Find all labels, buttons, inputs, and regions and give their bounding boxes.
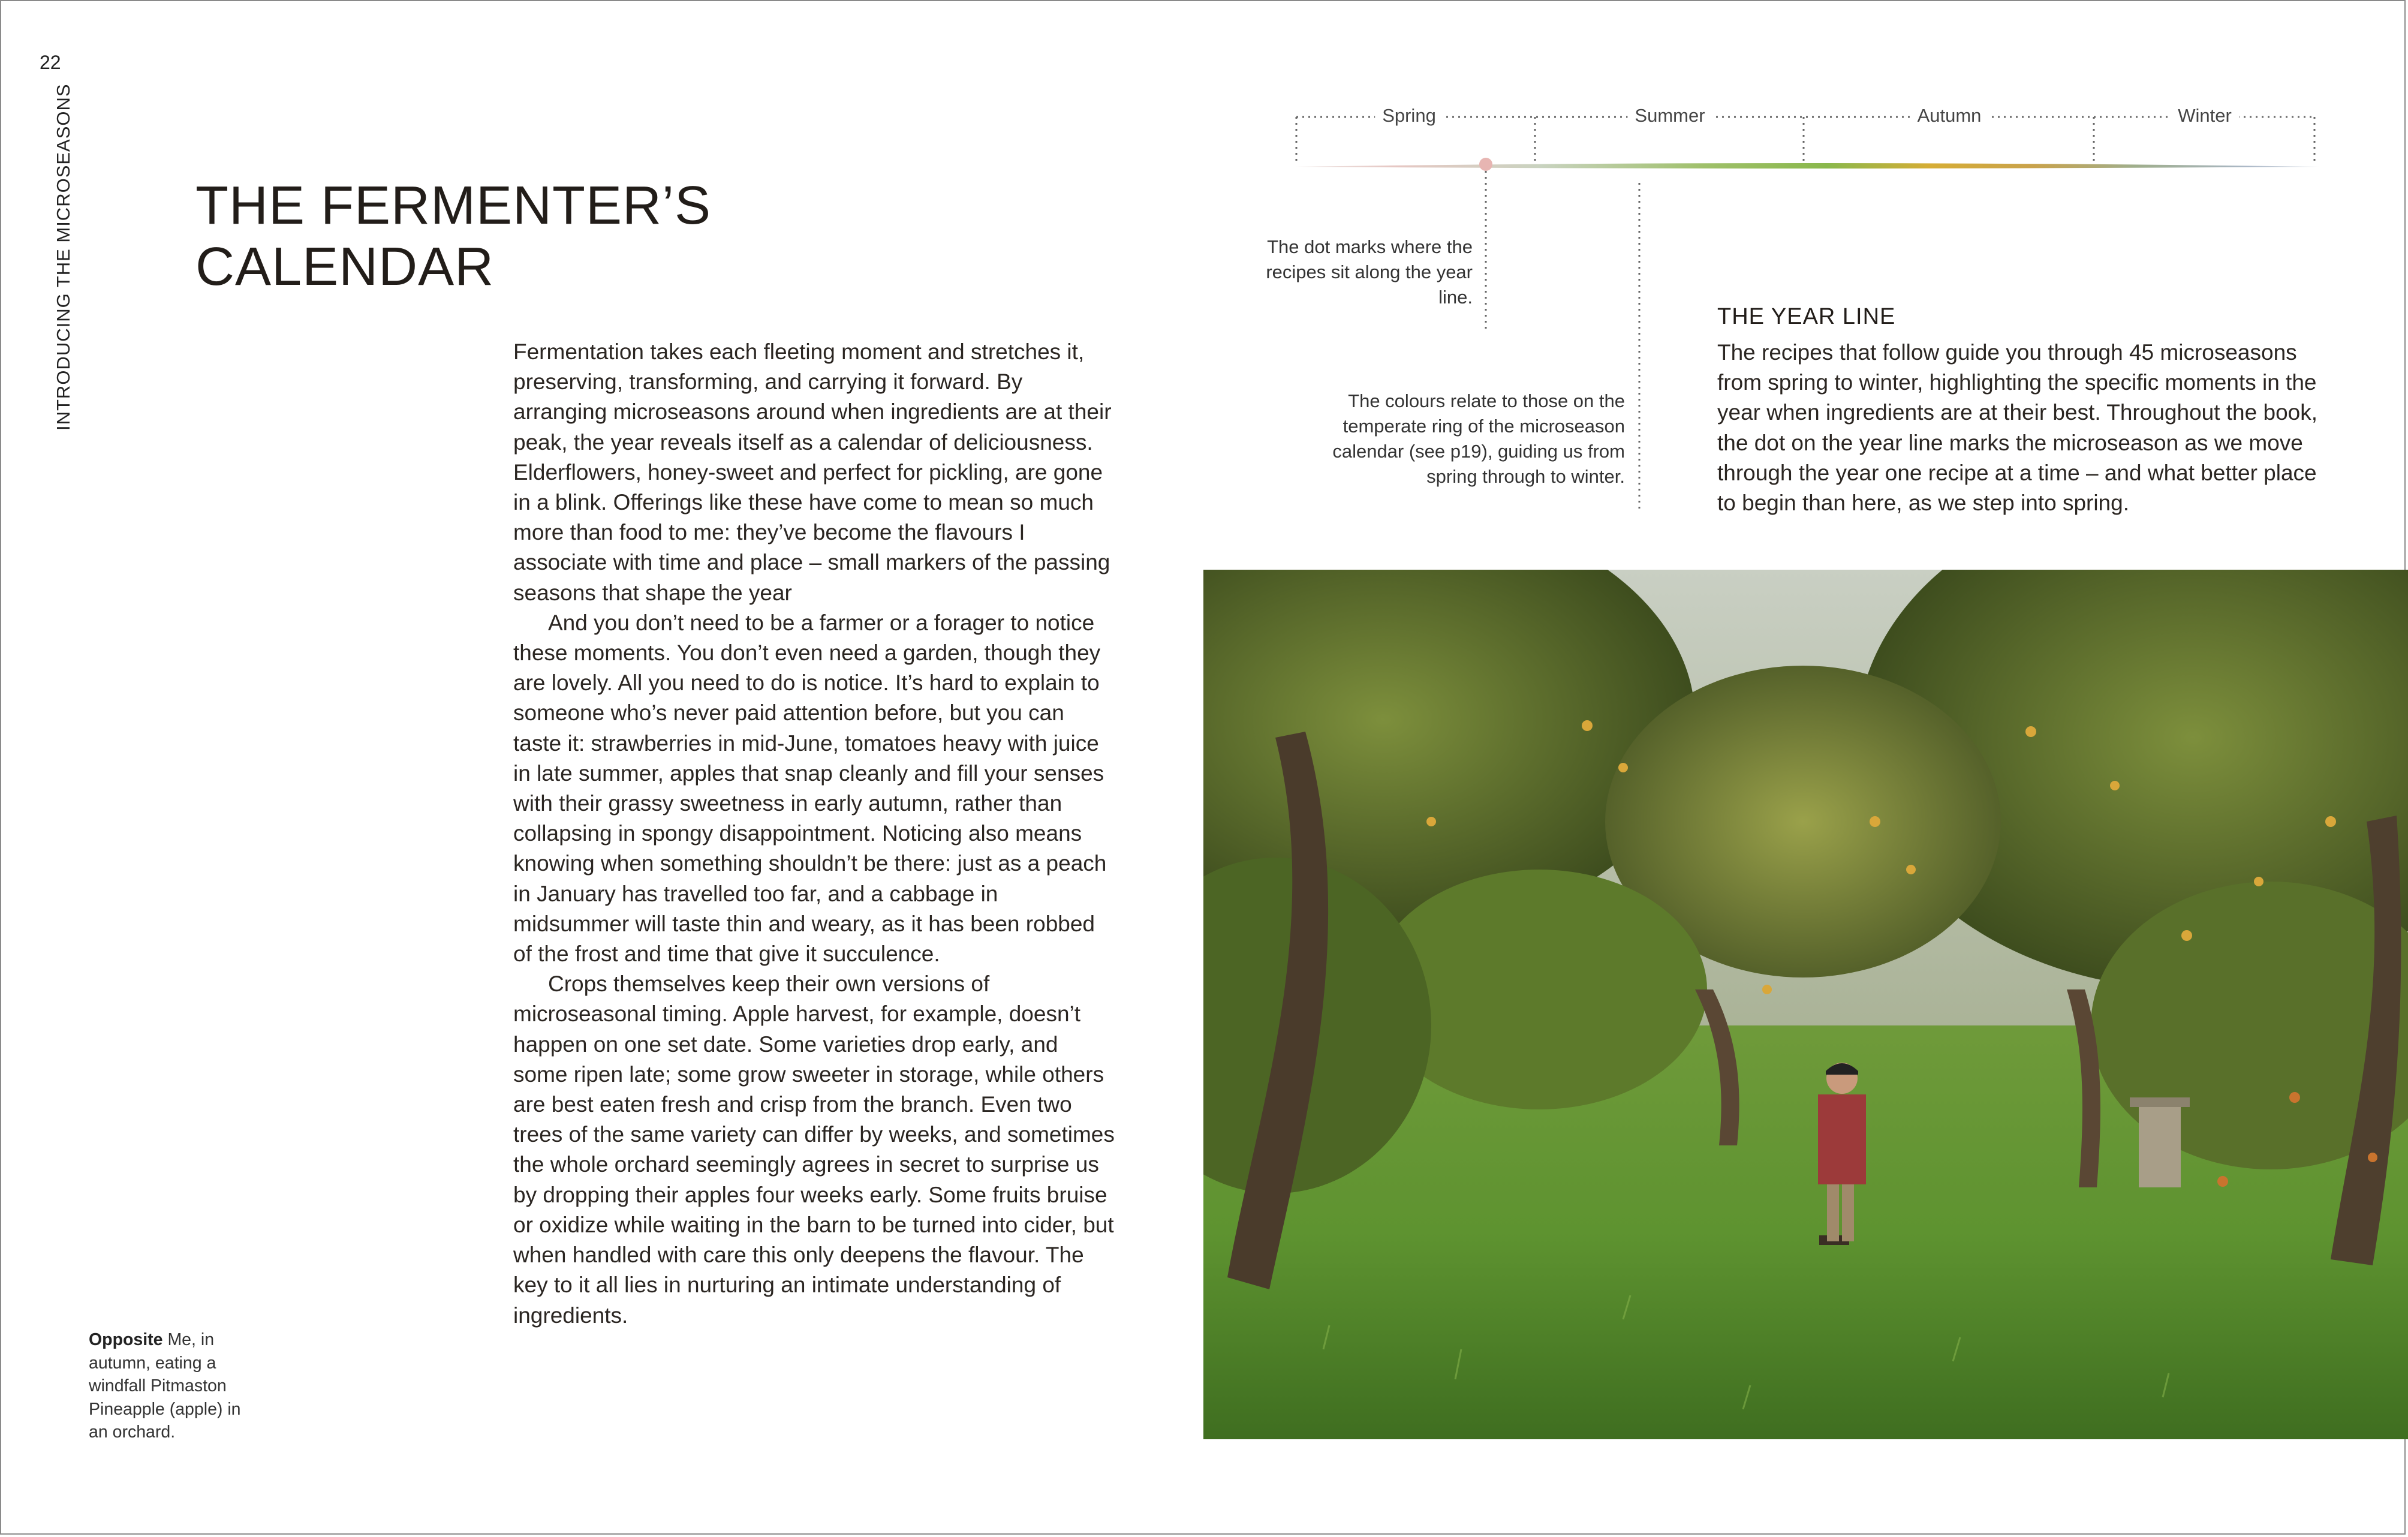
year-line-text: The recipes that follow guide you through 45 microseasons from spring to winter, highlighting the specific moments in the year when ingredients are at their best. Throughout the book, the dot on the year line marks the microseason as we move through the year one recipe at a time – and what better place to begin than here, as we step into spring. (1717, 340, 2318, 516)
caption-lead: Opposite (89, 1330, 163, 1349)
season-label-autumn: Autumn (1910, 105, 1989, 127)
running-head: INTRODUCING THE MICROSEASONS (53, 83, 74, 431)
page-number: 22 (40, 52, 61, 73)
orchard-photo (1203, 570, 2408, 1439)
year-line-gradient (1295, 163, 2319, 169)
photo-caption (89, 1328, 257, 1444)
annotation-dot: The dot marks where the recipes sit along the year line. (1266, 236, 1473, 308)
body-paragraph-1: Fermentation takes each fleeting moment and stretches it, preserving, transforming, and carrying it forward. By arranging microseasons around when ingredients are at their peak, the year reveals itself as a calendar of deliciousness. Elderflowers, honey-sweet and perfect for pickling, are gone in a blink. Offerings like these have come to mean so much more than food to me: they’ve become the flavours I associate with time and place – small markers of the passing seasons that shape the year (513, 339, 1112, 605)
season-label-winter: Winter (2171, 105, 2239, 127)
body-paragraph-3: Crops themselves keep their own versions of microseasonal timing. Apple harvest, for example, doesn’t happen on one set date. Some varieties drop early, and some ripen late; some grow sweeter in storage, while others are best eaten fresh and crisp from the branch. Even two trees of the same variety can differ by weeks, and sometimes the whole orchard seemingly agrees in secret to surprise us by dropping their apples four weeks early. Some fruits bruise or oxidize while waiting in the barn to be turned into cider, but when handled with care this only deepens the flavour. The key to it all lies in nurturing an intimate understanding of ingredients. (513, 971, 1115, 1328)
year-line-heading: THE YEAR LINE (1717, 304, 1896, 329)
season-label-spring: Spring (1375, 105, 1443, 127)
orchard-photo-illustration (1203, 570, 2408, 1439)
annotation-colours: The colours relate to those on the temperate ring of the microseason calendar (see p19), guiding us from spring through to winter. (1332, 390, 1625, 487)
season-label-summer: Summer (1627, 105, 1712, 127)
title-line-2: CALENDAR (195, 237, 495, 297)
page-title (195, 175, 711, 297)
title-line-1: THE FERMENTER’S (195, 176, 712, 236)
body-paragraph-2: And you don’t need to be a farmer or a forager to notice these moments. You don’t even need a garden, though they are lovely. All you need to do is notice. It’s hard to explain to someone who’s never paid attention before, but you can taste it: strawberries in mid-June, tomatoes heavy with juice in late summer, apples that snap cleanly and fill your senses with their grassy sweetness in early autumn, rather than collapsing in spongy disappointment. Noticing also means knowing when something shouldn’t be there: just as a peach in January has travelled too far, and a cabbage in midsummer will taste thin and weary, as it has been robbed of the frost and time that give it succulence. (513, 610, 1107, 967)
body-text (513, 337, 1116, 1331)
caption-text: Me, in autumn, eating a windfall Pitmaston Pineapple (apple) in an orchard. (89, 1330, 241, 1442)
year-line-dot (1479, 158, 1492, 171)
